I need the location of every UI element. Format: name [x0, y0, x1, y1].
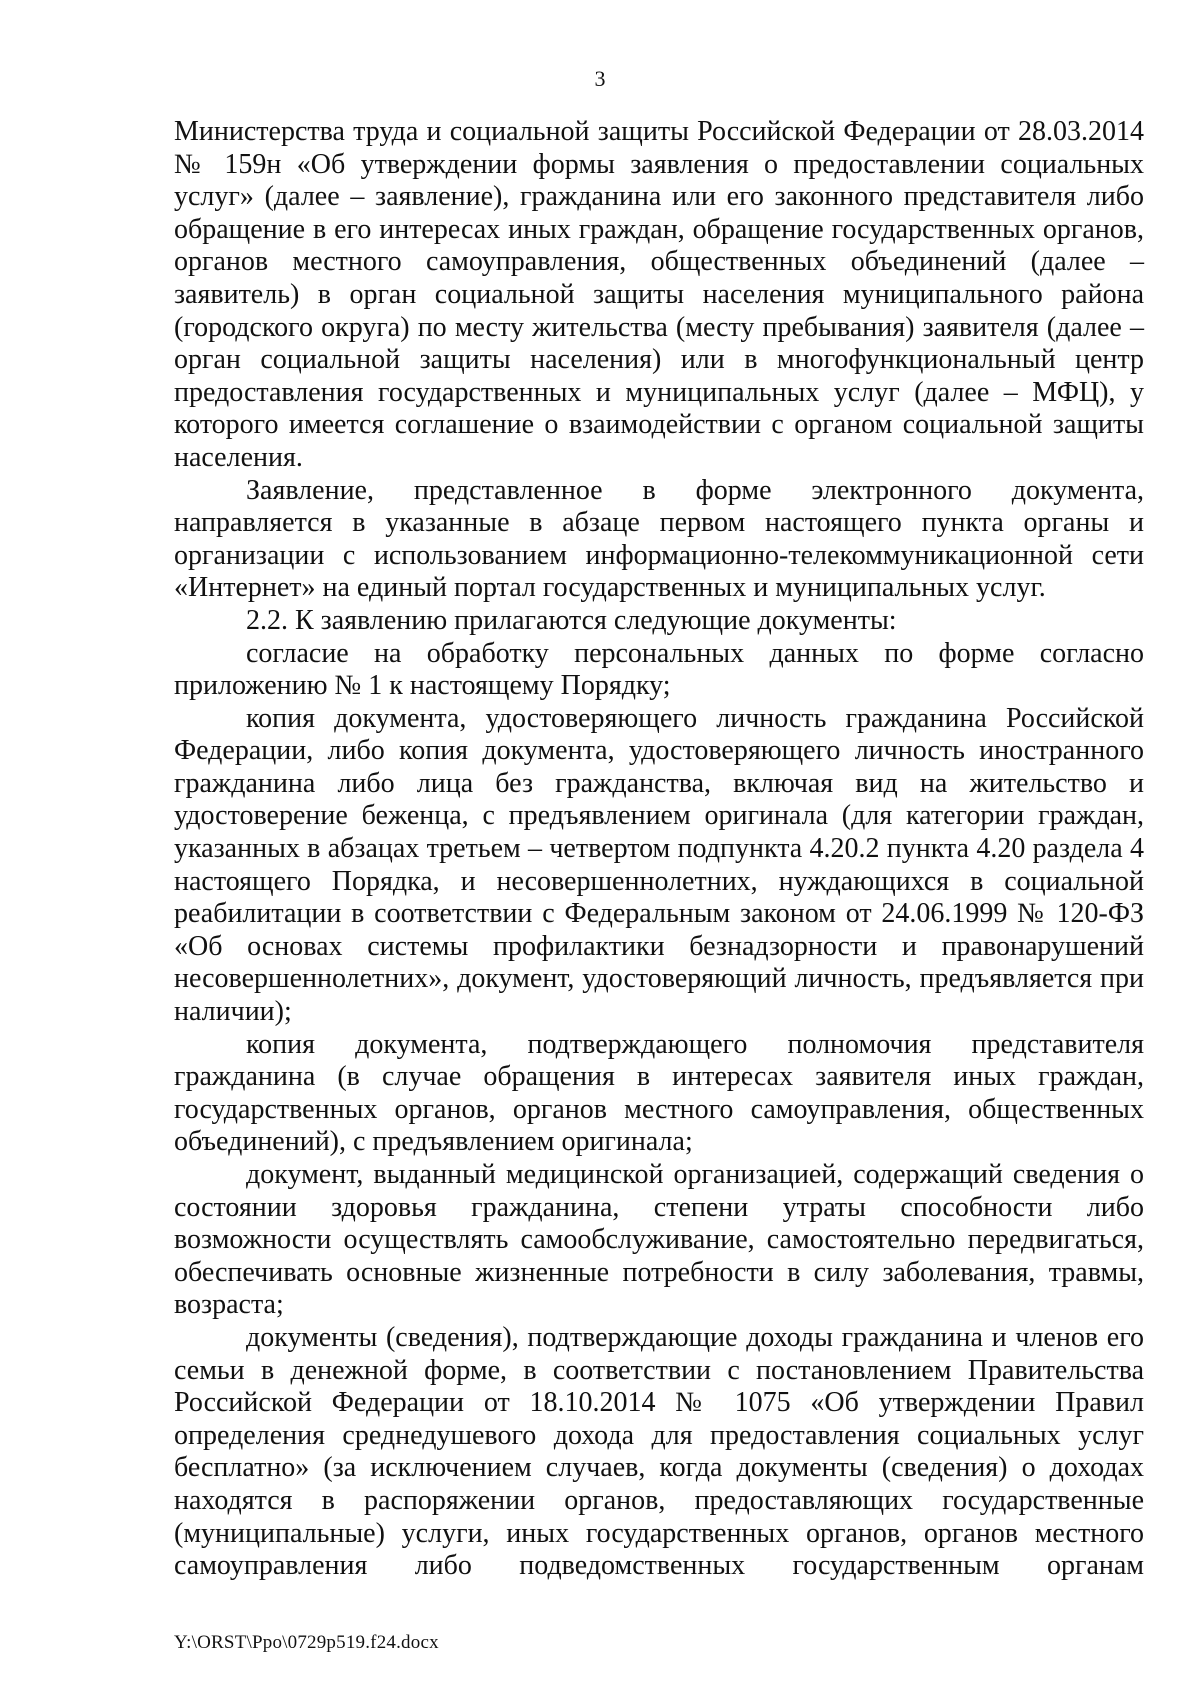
document-body [174, 116, 1144, 1583]
paragraph-section-2-2: 2.2. К заявлению прилагаются следующие документы: [246, 604, 897, 636]
list-item-consent: согласие на обработку персональных данных по форме согласно приложению № 1 к настоящему Порядку; [174, 637, 1144, 702]
page-number: 3 [594, 66, 606, 91]
file-path-footer: Y:\ORST\Ppo\0729p519.f24.docx [174, 1632, 439, 1653]
paragraph-application-continuation: Министерства труда и социальной защиты Российской Федерации от 28.03.2014 № 159н «Об утверждении формы заявления о предоставлении социальных услуг» (далее – заявление), гражданина или его законного представителя либо обращение в его интересах иных граждан, обращение государственных органов, органов местного самоуправления, общественных объединений (далее – заявитель) в орган социальной защиты населения муниципального района (городского округа) по месту жительства (месту пребывания) заявителя (далее – орган социальной защиты населения) или в многофункциональный центр предоставления государственных и муниципальных услуг (далее – МФЦ), у которого имеется соглашение о взаимодействии с органом социальной защиты населения. [174, 116, 1144, 473]
list-item-representative-authority: копия документа, подтверждающего полномочия представителя гражданина (в случае обращения в интересах заявителя иных граждан, государственных органов, органов местного самоуправления, общественных объединений), с предъявлением оригинала; [174, 1028, 1144, 1158]
list-item-identity-document: копия документа, удостоверяющего личность гражданина Российской Федерации, либо копия документа, удостоверяющего личность иностранного гражданина либо лица без гражданства, включая вид на жительство и удостоверение беженца, с предъявлением оригинала (для категории граждан, указанных в абзацах третьем – четвертом подпункта 4.20.2 пункта 4.20 раздела 4 настоящего Порядка, и несовершеннолетних, нуждающихся в социальной реабилитации в соответствии с Федеральным законом от 24.06.1999 № 120-ФЗ «Об основах системы профилактики безнадзорности и правонарушений несовершеннолетних», документ, удостоверяющий личность, предъявляется при наличии); [174, 702, 1144, 1028]
list-item-medical-document: документ, выданный медицинской организацией, содержащий сведения о состоянии здоровья гражданина, степени утраты способности либо возможности осуществлять самообслуживание, самостоятельно передвигаться, обеспечивать основные жизненные потребности в силу заболевания, травмы, возраста; [174, 1159, 1144, 1321]
paragraph-electronic-application: Заявление, представленное в форме электронного документа, направляется в указанные в абзаце первом настоящего пункта органы и организации с использованием информационно-телекоммуникационной сети «Интернет» на единый портал государственных и муниципальных услуг. [174, 474, 1144, 604]
list-item-income-documents: документы (сведения), подтверждающие доходы гражданина и членов его семьи в денежной форме, в соответствии с постановлением Правительства Российской Федерации от 18.10.2014 № 1075 «Об утверждении Правил определения среднедушевого дохода для предоставления социальных услуг бесплатно» (за исключением случаев, когда документы (сведения) о доходах находятся в распоряжении органов, предоставляющих государственные (муниципальные) услуги, иных государственных органов, органов местного самоуправления либо подведомственных государственным органам [174, 1321, 1144, 1582]
